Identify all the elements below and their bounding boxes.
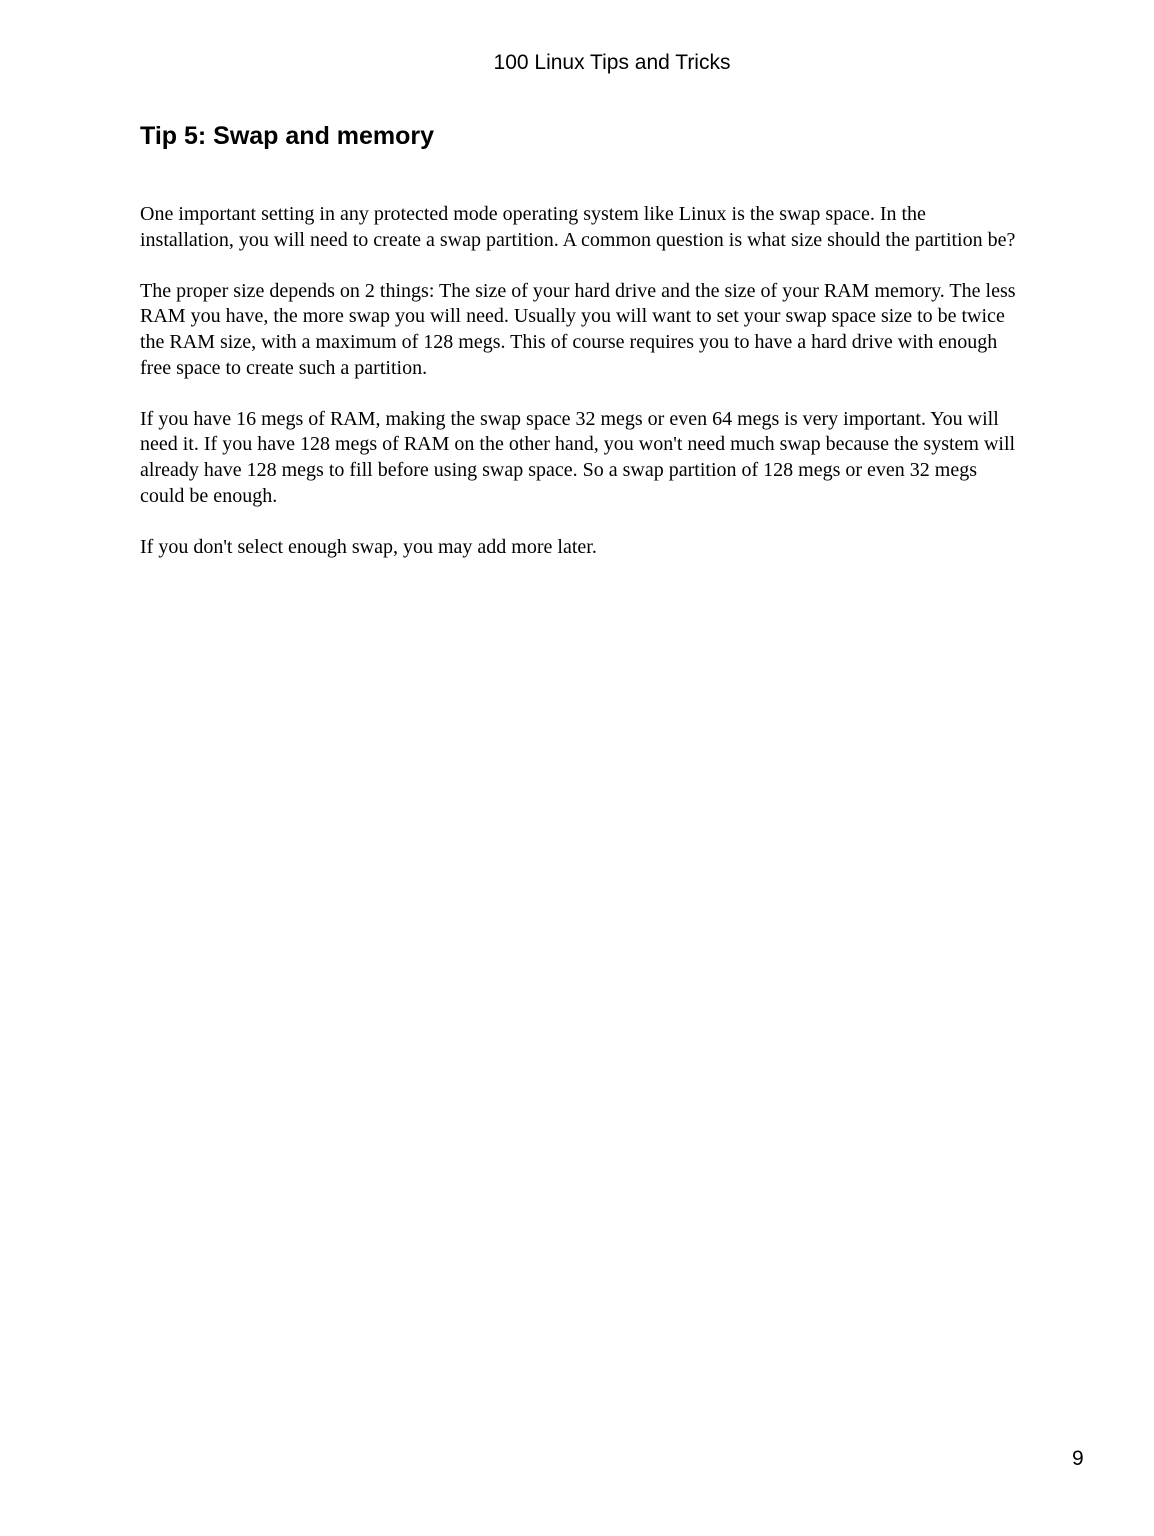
page-number: 9 <box>1072 1447 1084 1470</box>
paragraph-2-line-4: free space to create such a partition. <box>140 356 428 379</box>
paragraph-3-line-3: already have 128 megs to fill before using swap space. So a swap partition of 128 megs or even 32 megs <box>140 458 978 481</box>
running-header: 100 Linux Tips and Tricks <box>493 51 731 74</box>
paragraph-4 <box>140 535 1085 561</box>
paragraph-2-line-3: the RAM size, with a maximum of 128 megs. This of course requires you to have a hard drive with enough <box>140 330 998 353</box>
paragraph-4-line-1: If you don't select enough swap, you may add more later. <box>140 535 597 558</box>
paragraph-3-line-2: need it. If you have 128 megs of RAM on the other hand, you won't need much swap because the system will <box>140 433 1016 456</box>
paragraph-2 <box>140 279 1085 381</box>
paragraph-3-line-1: If you have 16 megs of RAM, making the swap space 32 megs or even 64 megs is very important. You will <box>140 407 999 430</box>
paragraph-2-line-1: The proper size depends on 2 things: The size of your hard drive and the size of your RAM memory. The less <box>140 279 1016 302</box>
paragraph-2-line-2: RAM you have, the more swap you will need. Usually you will want to set your swap space size to be twice <box>140 305 1005 328</box>
tip-body <box>140 202 1085 586</box>
paragraph-3-line-4: could be enough. <box>140 484 278 507</box>
tip-title: Tip 5: Swap and memory <box>140 122 435 150</box>
paragraph-1-line-1: One important setting in any protected mode operating system like Linux is the swap space. In the <box>140 203 926 225</box>
paragraph-3 <box>140 407 1085 509</box>
paragraph-1 <box>140 202 1085 253</box>
paragraph-1-line-2: installation, you will need to create a swap partition. A common question is what size should the partition be? <box>140 228 1016 251</box>
